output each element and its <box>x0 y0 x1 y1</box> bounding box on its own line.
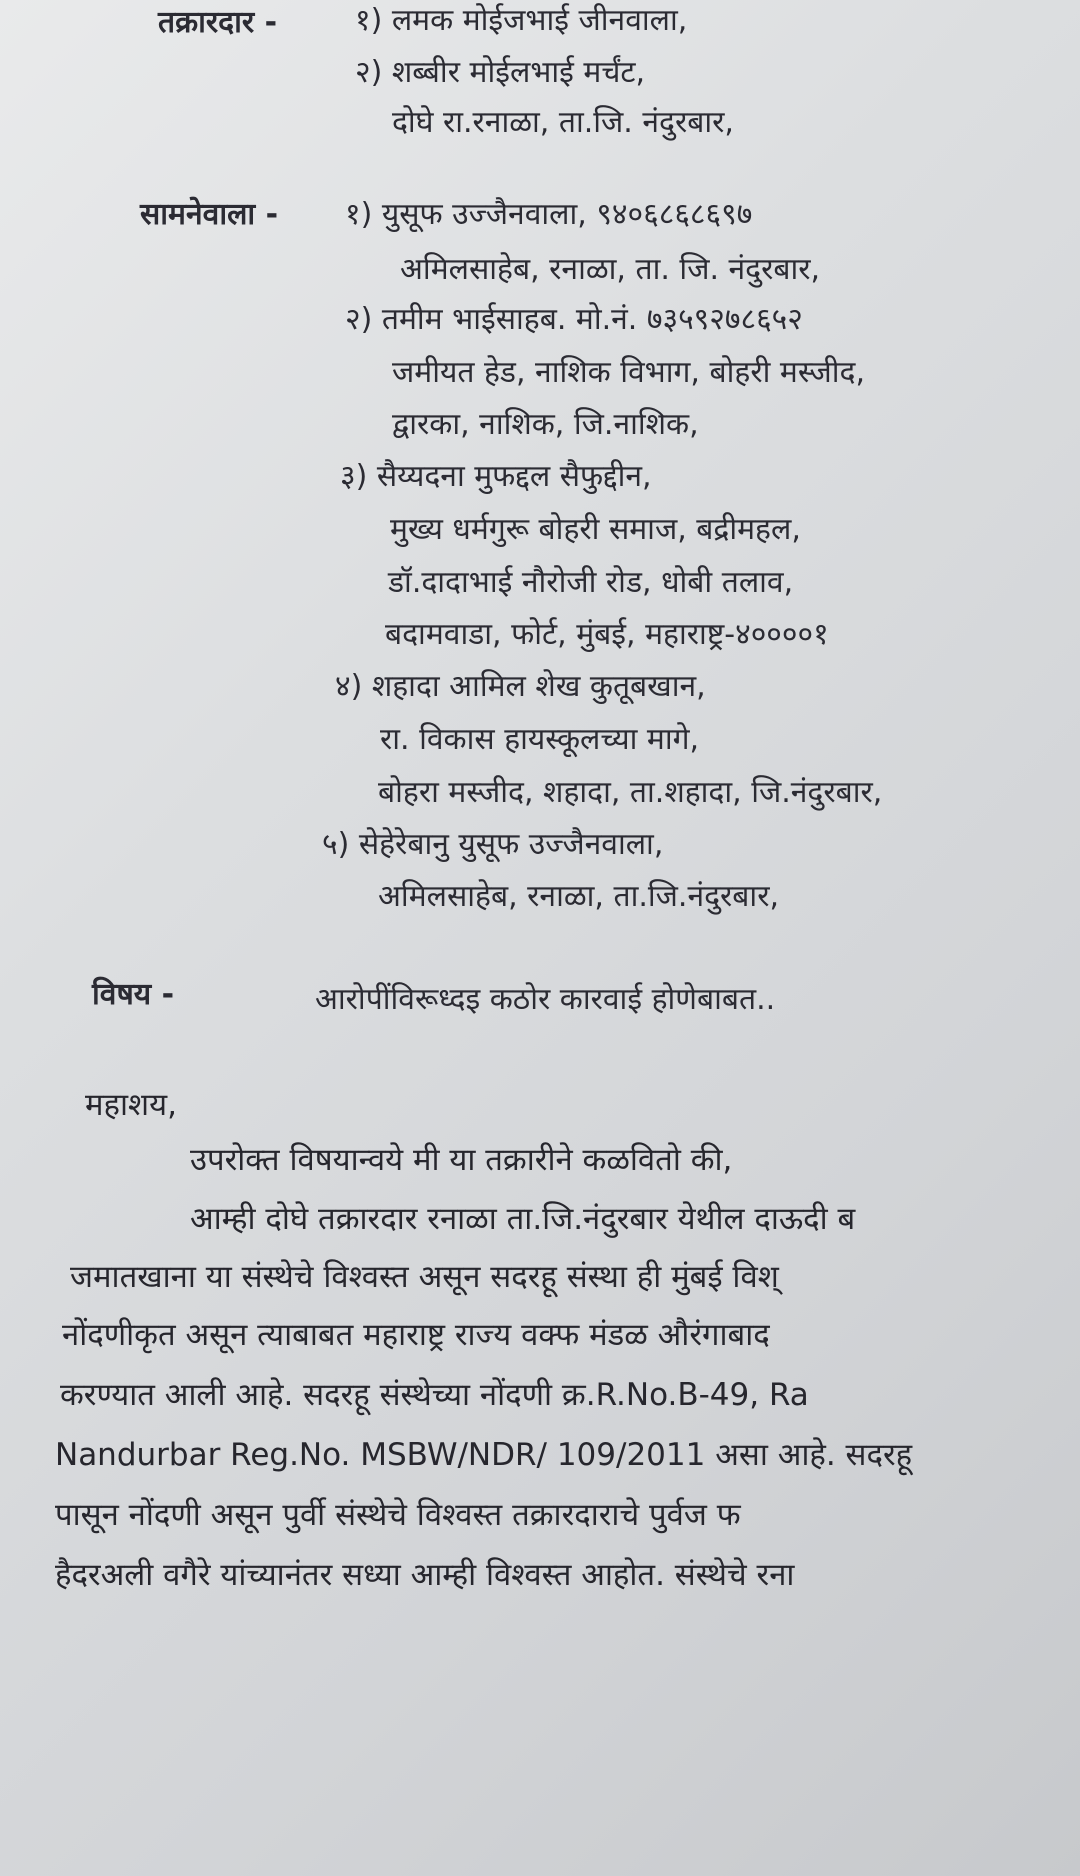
complainant-line-3: दोघे रा.रनाळा, ता.जि. नंदुरबार, <box>392 105 734 140</box>
respondent-line-3: २) तमीम भाईसाहब. मो.नं. ७३५९२७८६५२ <box>345 302 803 337</box>
respondent-line-13: ५) सेहेरेबानु युसूफ उज्जैनवाला, <box>322 827 664 862</box>
body-line-5: करण्यात आली आहे. सदरहू संस्थेच्या नोंदणी क्र.R.No.B-49, Ra <box>60 1377 809 1413</box>
respondent-line-9: बदामवाडा, फोर्ट, मुंबई, महाराष्ट्र-४००००१ <box>385 617 829 652</box>
respondent-line-12: बोहरा मस्जीद, शहादा, ता.शहादा, जि.नंदुरबार, <box>378 775 883 810</box>
respondent-line-6: ३) सैय्यदना मुफद्दल सैफुद्दीन, <box>340 459 652 494</box>
body-line-4: नोंदणीकृत असून त्याबाबत महाराष्ट्र राज्य वक्फ मंडळ औरंगाबाद <box>62 1317 770 1353</box>
respondents-label: सामनेवाला - <box>140 197 279 232</box>
respondent-line-5: द्वारका, नाशिक, जि.नाशिक, <box>392 407 699 442</box>
subject-label: विषय - <box>92 977 175 1012</box>
respondent-line-4: जमीयत हेड, नाशिक विभाग, बोहरी मस्जीद, <box>392 355 866 390</box>
body-line-7: पासून नोंदणी असून पुर्वी संस्थेचे विश्वस्त तक्रारदाराचे पुर्वज फ <box>55 1497 741 1533</box>
respondent-line-7: मुख्य धर्मगुरू बोहरी समाज, बद्रीमहल, <box>390 512 801 547</box>
salutation: महाशय, <box>85 1087 177 1123</box>
respondent-line-11: रा. विकास हायस्कूलच्या मागे, <box>380 722 700 757</box>
respondent-line-14: अमिलसाहेब, रनाळा, ता.जि.नंदुरबार, <box>378 879 780 914</box>
body-line-1: उपरोक्त विषयान्वये मी या तक्रारीने कळवितो की, <box>190 1142 733 1178</box>
complainant-line-1: १) लमक मोईजभाई जीनवाला, <box>355 3 688 38</box>
body-line-8: हैदरअली वगैरे यांच्यानंतर सध्या आम्ही विश्वस्त आहोत. संस्थेचे रना <box>55 1557 795 1593</box>
respondent-line-1: १) युसूफ उज्जैनवाला, ९४०६८६८६९७ <box>345 197 753 232</box>
body-line-2: आम्ही दोघे तक्रारदार रनाळा ता.जि.नंदुरबार येथील दाऊदी ब <box>190 1201 856 1237</box>
subject-text: आरोपींविरूध्दइ कठोर कारवाई होणेबाबत.. <box>315 982 776 1017</box>
complainant-line-2: २) शब्बीर मोईलभाई मर्चंट, <box>355 55 646 90</box>
respondent-line-10: ४) शहादा आमिल शेख कुतूबखान, <box>335 669 706 704</box>
body-line-3: जमातखाना या संस्थेचे विश्वस्त असून सदरहू संस्था ही मुंबई विश् <box>70 1259 779 1295</box>
body-line-6: Nandurbar Reg.No. MSBW/NDR/ 109/2011 असा आहे. सदरहू <box>55 1437 913 1473</box>
respondent-line-8: डॉ.दादाभाई नौरोजी रोड, धोबी तलाव, <box>388 565 794 600</box>
complainants-label: तक्रारदार - <box>158 5 278 40</box>
respondent-line-2: अमिलसाहेब, रनाळा, ता. जि. नंदुरबार, <box>400 252 821 287</box>
